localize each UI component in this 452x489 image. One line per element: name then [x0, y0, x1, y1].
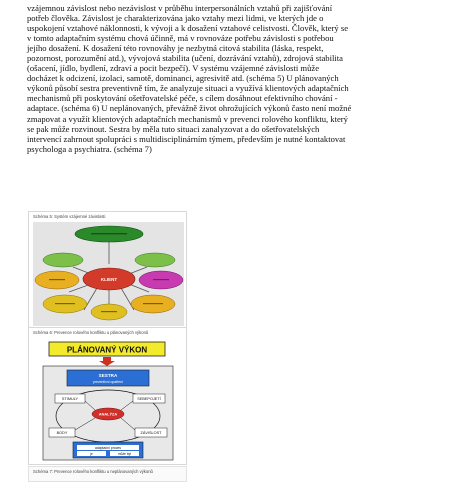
figure-caption: Schéma 5: Systém vzájemné závislosti: [33, 214, 106, 219]
text-line: intervencí zahrnout spolupráci s multidisciplinárním týmem, především je nutné kontaktovat: [27, 133, 346, 144]
adaptation-right: může být: [118, 452, 131, 456]
text-line: potřeb člověka. Závislost je charakterizována jako vztahy mezi lidmi, ve kterých jde o: [27, 13, 324, 24]
text-line: se pak může rozvinout. Sestra by měla tuto situaci zanalyzovat a do ošetřovatelských: [27, 123, 320, 134]
text-line: (ošacení, jídlo, bydlení, zdraví a pocit bezpečí). V systému vzájemné závislosti může: [27, 63, 320, 74]
upper-right-node: [135, 253, 175, 267]
sestra-subtitle: preventivní opatření: [93, 380, 123, 384]
schema-5-figure: [28, 211, 187, 329]
sestra-title: SESTRA: [98, 373, 118, 378]
banner-title: PLÁNOVANÝ VÝKON: [66, 345, 148, 355]
body-label: BODY: [56, 431, 68, 435]
figure-caption: Schéma 7: Prevence rolového konfliktu u neplánovaných výkonů: [33, 469, 153, 474]
text-line: adaptace. (schéma 6) U neplánovaných, převážně život ohrožujících výkonů často není možné: [27, 103, 352, 114]
text-line: výkonů působí sestra preventivně tím, že analyzuje situaci a využívá klientových adaptačních: [27, 83, 349, 94]
text-line: jejího dosažení. K dosažení této rovnováhy je nezbytná citová stabilita (láska, respekt,: [27, 43, 324, 54]
stimuly-label: STIMULY: [61, 397, 79, 401]
down-arrow: [99, 357, 115, 366]
sebepojeti-label: SEBEPOJETÍ: [137, 397, 161, 401]
schema-6-diagram: [29, 328, 188, 466]
text-line: zmapovat a využít klientových adaptačních mechanismů v prevenci rolového konfliktu, který: [27, 113, 348, 124]
text-line: vzájemnou závislost nebo nezávislost v průběhu interpersonálních vztahů při zajišťování: [27, 3, 333, 13]
text-line: docházet k odcizení, izolaci, samotě, dominanci, agresivitě atd. (schéma 5) U plánovaných: [27, 73, 339, 84]
center-label: KLIENT: [100, 277, 118, 282]
schema-5-diagram: [29, 212, 188, 330]
body-paragraph: [27, 3, 439, 154]
figure-caption: Schéma 6: Prevence rolového konfliktu u plánovaných výkonů: [33, 330, 149, 335]
text-line: psychologa a psychiatra. (schéma 7): [27, 143, 152, 154]
text-line: pozornost, porozumění atd.), vývojová stabilita (učení, dozrávání vztahů), zdrojová stabilita: [27, 53, 343, 64]
text-line: mechanismů při poskytování ošetřovatelské péče, s cílem dosáhnout efektivního chování -: [27, 93, 338, 104]
adaptation-title: adaptační proces: [94, 446, 122, 450]
adaptation-left: je: [90, 452, 93, 456]
analyza-label: ANALÝZA: [98, 412, 118, 417]
schema-7-figure: [28, 466, 187, 482]
schema-6-figure: [28, 327, 187, 465]
upper-left-node: [43, 253, 83, 267]
text-line: uspokojení vztahové náklonnosti, k vývoji a k dosažení vztahové celistvosti. Člověk, který se: [27, 23, 349, 34]
zavislost-label: ZÁVISLOST: [140, 431, 162, 435]
text-line: v tomto adaptačním systému chová účinně, má v rovnováze potřebu závislosti s potřebou: [27, 33, 334, 44]
